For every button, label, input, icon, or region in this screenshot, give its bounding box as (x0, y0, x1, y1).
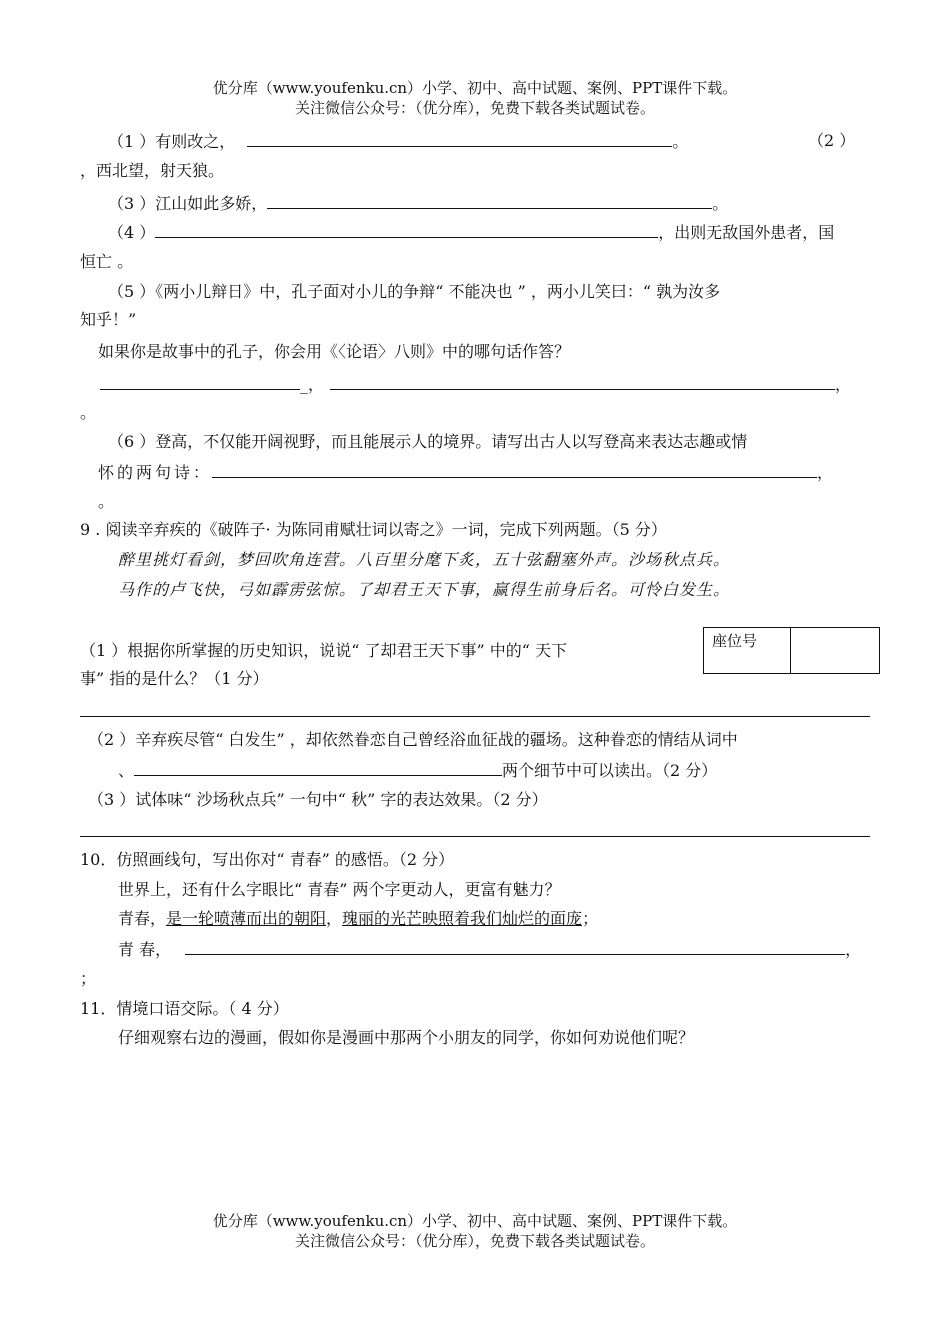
q9-sub2-dun: 、 (118, 761, 135, 780)
q8-item6-line2 (98, 461, 836, 484)
q9-poem-line2: 马作的卢飞快，弓如霹雳弦惊。了却君王天下事，赢得生前身后名。可怜白发生。 (118, 580, 731, 599)
q10-answer-end: ； (80, 969, 97, 988)
q10-example (118, 908, 598, 930)
q10-answer-blank[interactable] (185, 938, 845, 955)
q8-item2-number: （2 ） (808, 131, 856, 150)
q8-item3-blank[interactable] (267, 192, 712, 209)
q9-sub2-text: 两个细节中可以读出。（2 分） (502, 761, 718, 780)
q9-sub2-blank[interactable] (134, 759, 502, 776)
q8-item2-text: ，西北望，射天狼。 (80, 161, 225, 180)
q10-example-lead: 青春， (118, 909, 167, 928)
footer-line-1: 优分库（www.youfenku.cn）小学、初中、高中试题、案例、PPT课件下载。 (212, 1212, 738, 1230)
q10-example-underlined-2: 瑰丽的光芒映照着我们灿烂的面庞 (342, 909, 583, 928)
q10-example-comma: ， (326, 909, 343, 928)
q10-answer-comma: ， (845, 940, 862, 959)
q8-item4-blank[interactable] (155, 221, 658, 238)
q10-answer (118, 938, 861, 961)
q8-item6-comma: ， (817, 463, 837, 482)
q8-item5-answer (100, 373, 851, 396)
q10-example-end: ； (582, 909, 599, 928)
header-line-1: 优分库（www.youfenku.cn）小学、初中、高中试题、案例、PPT课件下载。 (212, 79, 738, 97)
q8-item6-line1: （6 ）登高，不仅能开阔视野，而且能展示人的境界。请写出古人以写登高来表达志趣或情 (108, 432, 748, 451)
q8-item3 (108, 192, 728, 215)
q9-sub2-line1: （2 ）辛弃疾尽管“ 白发生” ，却依然眷恋自己曾经浴血征战的疆场。这种眷恋的情结从词中 (88, 730, 738, 749)
q8-item5-blank-2[interactable] (330, 373, 835, 390)
seat-number-label: 座位号 (712, 632, 758, 650)
q10-line1: 世界上，还有什么字眼比“ 青春” 两个字更动人，更富有魅力？ (118, 880, 561, 899)
q8-item5-line2: 知乎！” (80, 310, 137, 329)
q8-item1-end: 。 (672, 132, 689, 151)
q10-stem: 10．仿照画线句，写出你对“ 青春” 的感悟。（2 分） (80, 850, 455, 869)
q11-stem: 11．情境口语交际。（ 4 分） (80, 999, 289, 1018)
q10-example-underlined-1: 是一轮喷薄而出的朝阳 (166, 909, 327, 928)
q9-sub1-line1: （1 ）根据你所掌握的历史知识，说说“ 了却君王天下事” 中的“ 天下 (80, 641, 568, 660)
q8-item1-text: （1 ）有则改之， (108, 132, 236, 151)
footer-line-2: 关注微信公众号：（优分库），免费下载各类试题试卷。 (294, 1232, 655, 1250)
q8-item6-end: 。 (98, 492, 115, 511)
q8-item4-cont: 恒亡 。 (80, 252, 134, 271)
q9-sub3: （3 ）试体味“ 沙场秋点兵” 一句中“ 秋” 字的表达效果。（2 分） (88, 790, 548, 809)
q8-item5-blank-1[interactable] (100, 373, 300, 390)
q8-item5-sep: _， (300, 375, 325, 394)
q10-answer-lead: 青 春， (118, 940, 172, 959)
q8-item4-number: （4 ） (108, 223, 156, 242)
q8-item3-end: 。 (712, 194, 729, 213)
seat-number-label-cell (704, 628, 791, 673)
q9-sub3-answer-line[interactable] (80, 836, 870, 837)
seat-number-box (703, 627, 880, 674)
q9-stem: 9 . 阅读辛弃疾的《破阵子· 为陈同甫赋壮词以寄之》一词，完成下列两题。（5 分） (80, 520, 667, 539)
q8-item1 (108, 130, 688, 153)
q8-item5-prompt: 如果你是故事中的孔子，你会用《〈论语〉八则》中的哪句话作答？ (98, 342, 571, 361)
q8-item5-line1: （5 ）《两小儿辩日》中，孔子面对小儿的争辩“ 不能决也 ” ，两小儿笑曰：“ 孰为汝多 (108, 282, 721, 301)
q8-item6-prompt: 怀的两句诗： (98, 463, 213, 482)
q9-poem-line1: 醉里挑灯看剑，梦回吹角连营。八百里分麾下炙，五十弦翻塞外声。沙场秋点兵。 (118, 550, 731, 569)
q8-item3-text: （3 ）江山如此多娇， (108, 194, 268, 213)
q11-line1: 仔细观察右边的漫画，假如你是漫画中那两个小朋友的同学，你如何劝说他们呢？ (118, 1028, 695, 1047)
q8-item1-blank[interactable] (247, 130, 672, 147)
q8-item5-comma: ， (835, 375, 852, 394)
q8-item4-text: ，出则无敌国外患者，国 (658, 223, 835, 242)
q8-item6-blank[interactable] (212, 461, 817, 478)
q9-sub1-answer-line[interactable] (80, 716, 870, 717)
q9-sub2-line2 (118, 759, 717, 782)
q9-sub1-line2: 事” 指的是什么？（1 分） (80, 669, 269, 688)
header-line-2: 关注微信公众号：（优分库），免费下载各类试题试卷。 (294, 99, 655, 117)
q8-item5-end: 。 (80, 403, 97, 422)
q8-item4 (108, 221, 834, 244)
